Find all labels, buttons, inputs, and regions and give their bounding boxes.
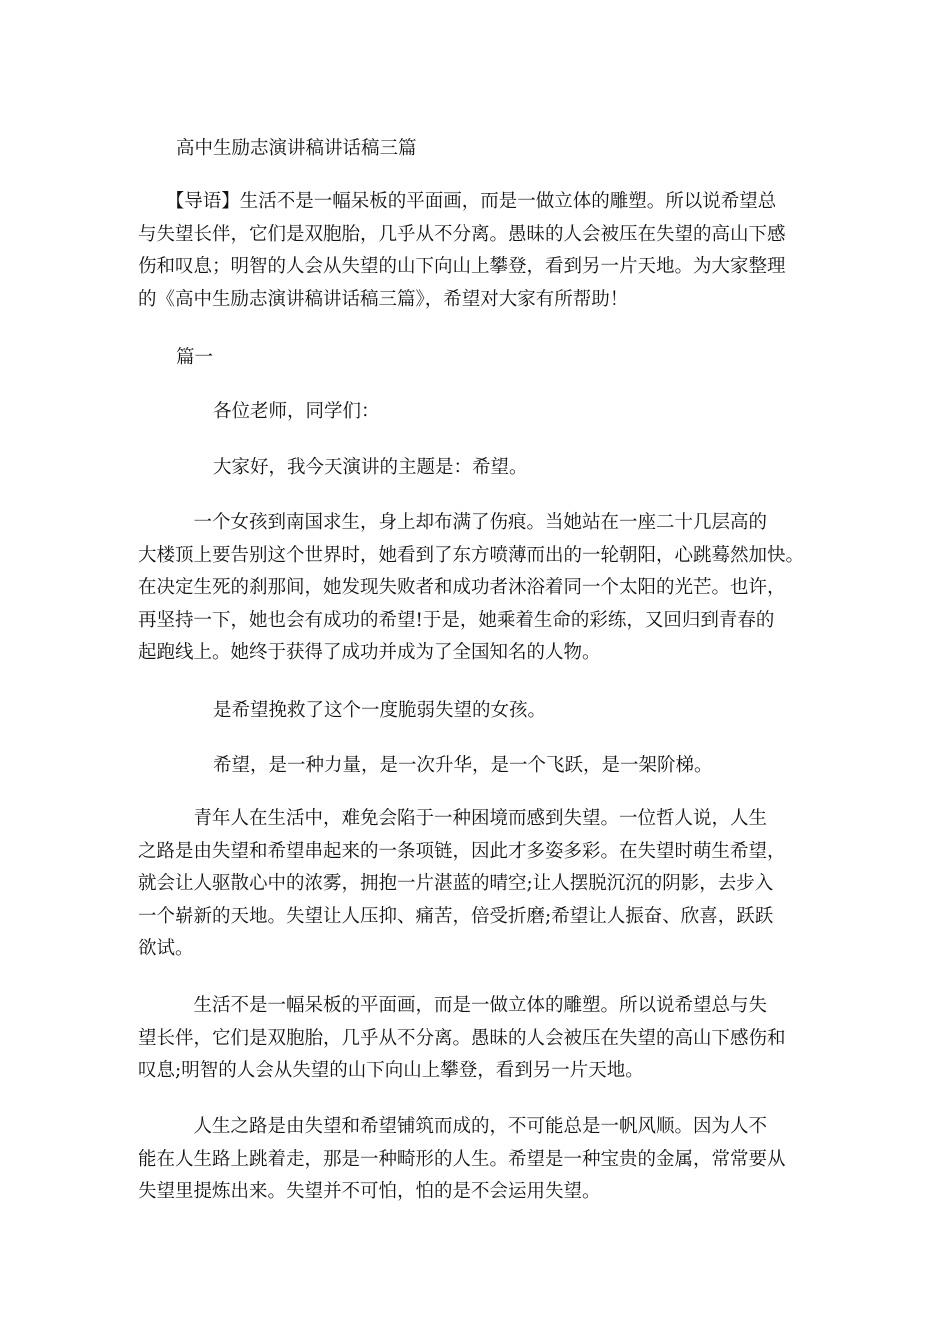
topic-line: 大家好，我今天演讲的主题是：希望。 xyxy=(213,457,528,478)
section-heading: 篇一 xyxy=(176,347,214,368)
paragraph-line: 青年人在生活中，难免会陷于一种困境而感到失望。一位哲人说，人生 xyxy=(138,808,768,829)
paragraph-line: 起跑线上。她终于获得了成功并成为了全国知名的人物。 xyxy=(138,642,601,663)
document-title: 高中生励志演讲稿讲话稿三篇 xyxy=(176,138,417,159)
paragraph-line: 再坚持一下，她也会有成功的希望!于是，她乘着生命的彩练，又回归到青春的 xyxy=(138,609,775,631)
paragraph-line: 人生之路是由失望和希望铺筑而成的，不可能总是一帆风顺。因为人不 xyxy=(138,1116,768,1137)
paragraph-1 xyxy=(138,507,818,670)
paragraph-line: 就会让人驱散心中的浓雾，拥抱一片湛蓝的晴空;让人摆脱沉沉的阴影，去步入 xyxy=(138,873,774,894)
paragraph-line: 一个女孩到南国求生，身上却布满了伤痕。当她站在一座二十几层高的 xyxy=(138,512,768,533)
intro-line: 与失望长伴，它们是双胞胎，几乎从不分离。愚昧的人会被压在失望的高山下感 xyxy=(138,223,786,245)
intro-line: 的《高中生励志演讲稿讲话稿三篇》，希望对大家有所帮助！ xyxy=(138,288,629,310)
paragraph-2: 是希望挽救了这个一度脆弱失望的女孩。 xyxy=(213,700,547,721)
paragraph-line: 叹息;明智的人会从失望的山下向山上攀登，看到另一片天地。 xyxy=(138,1060,644,1081)
greeting-line: 各位老师，同学们： xyxy=(213,401,380,422)
paragraph-line: 生活不是一幅呆板的平面画，而是一做立体的雕塑。所以说希望总与失 xyxy=(138,995,768,1016)
intro-paragraph xyxy=(138,186,818,316)
paragraph-line: 在决定生死的刹那间，她发现失败者和成功者沐浴着同一个太阳的光芒。也许， xyxy=(138,577,786,598)
paragraph-4 xyxy=(138,803,818,966)
paragraph-line: 之路是由失望和希望串起来的一条项链，因此才多姿多彩。在失望时萌生希望， xyxy=(138,840,786,862)
paragraph-line: 失望里提炼出来。失望并不可怕，怕的是不会运用失望。 xyxy=(138,1181,601,1202)
paragraph-5 xyxy=(138,990,818,1088)
paragraph-line: 能在人生路上跳着走，那是一种畸形的人生。希望是一种宝贵的金属，常常要从 xyxy=(138,1148,786,1170)
paragraph-6 xyxy=(138,1111,818,1209)
paragraph-3: 希望，是一种力量，是一次升华，是一个飞跃，是一架阶梯。 xyxy=(213,755,713,776)
paragraph-line: 望长伴，它们是双胞胎，几乎从不分离。愚昧的人会被压在失望的高山下感伤和 xyxy=(138,1027,786,1049)
paragraph-line: 欲试。 xyxy=(138,938,194,959)
intro-line: 【导语】生活不是一幅呆板的平面画，而是一做立体的雕塑。所以说希望总 xyxy=(138,191,777,212)
intro-line: 伤和叹息；明智的人会从失望的山下向山上攀登，看到另一片天地。为大家整理 xyxy=(138,256,786,277)
paragraph-line: 大楼顶上要告别这个世界时，她看到了东方喷薄而出的一轮朝阳，心跳蓦然加快。 xyxy=(138,544,805,566)
paragraph-line: 一个崭新的天地。失望让人压抑、痛苦，倍受折磨;希望让人振奋、欣喜，跃跃 xyxy=(138,905,774,927)
